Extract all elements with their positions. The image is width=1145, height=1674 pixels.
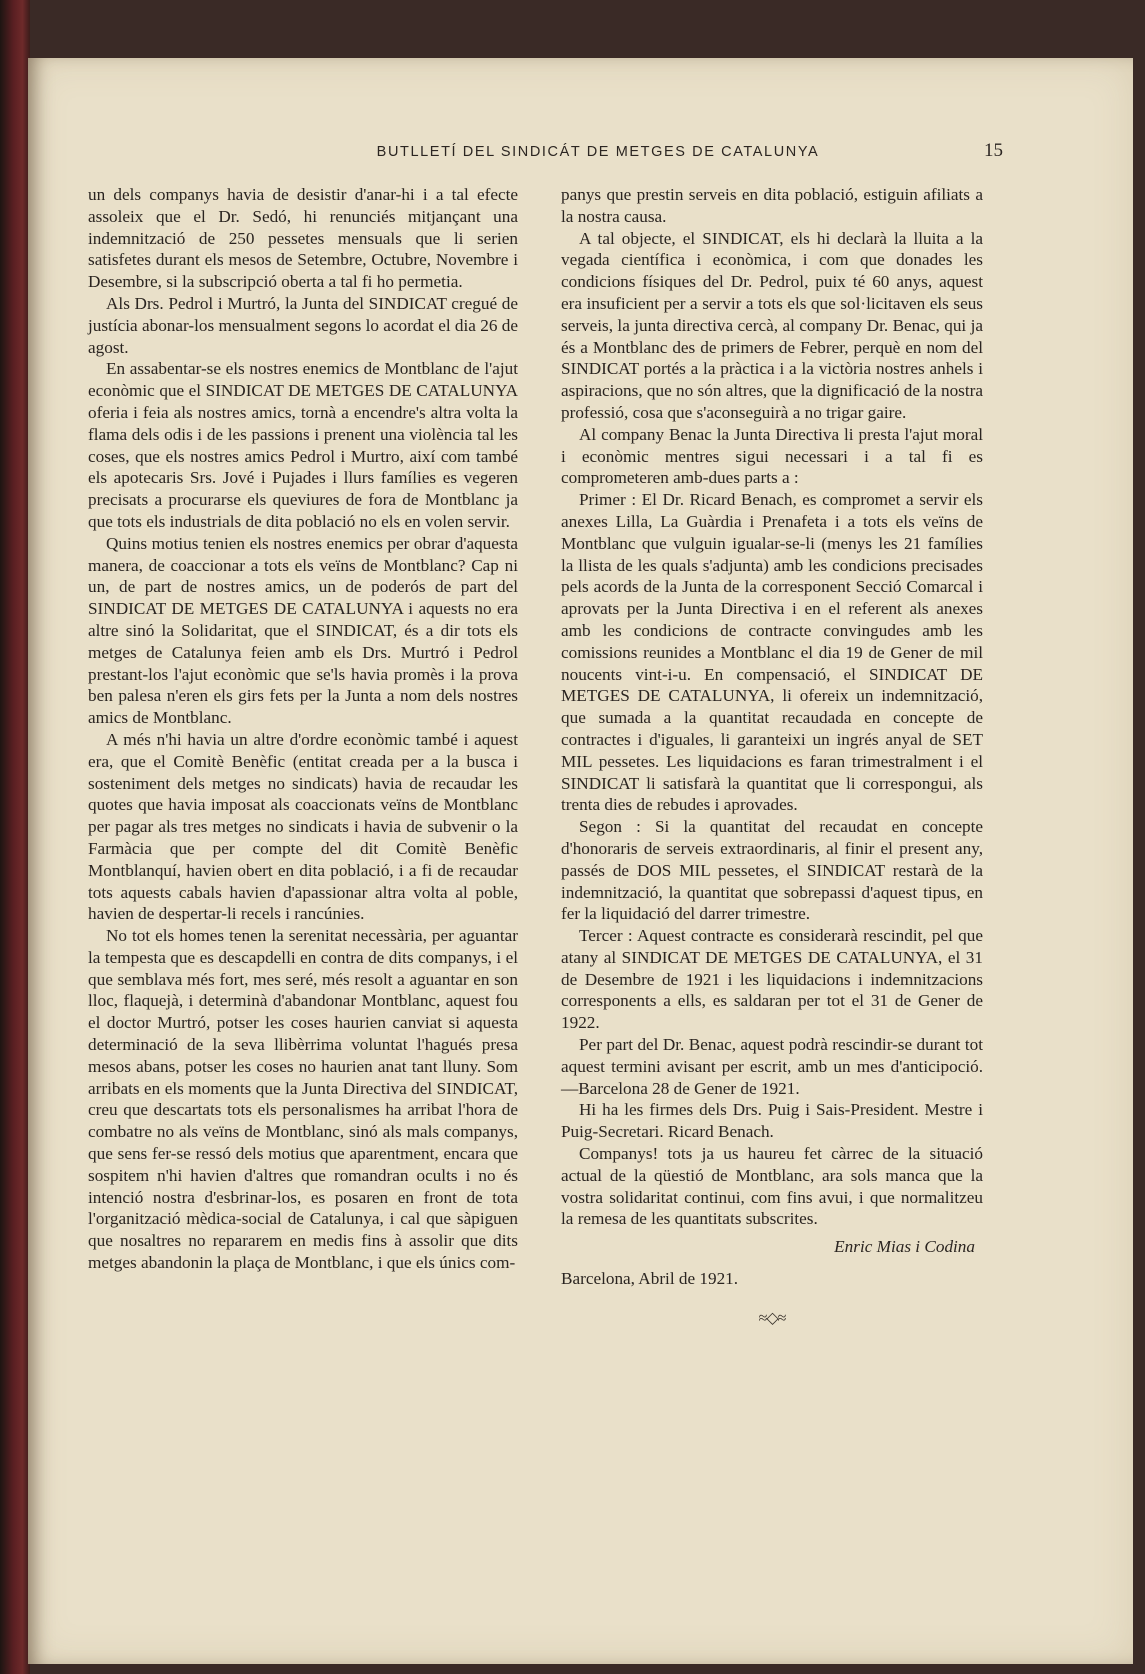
paragraph: Quins motius tenien els nostres enemics per obrar d'aquesta manera, de coaccionar a tots els veïns de Montblanc? Cap ni un, de part de nostres amics, un de poderós de part del SINDICAT DE METGES DE CATALUNYA i aquests no era altre sinó la Solidaritat, que el SINDICAT, és a dir tots els metges de Catalunya feien amb els Drs. Murtró i Pedrol prestant-los l'ajut econòmic que se'ls havia promès i la prova ben palesa n'eren els girs fets per la Junta a nom dels nostres amics de Montblanc. bbox=[88, 533, 518, 728]
paragraph: No tot els homes tenen la serenitat necessària, per aguantar la tempesta que es descapdelli en contra de dits companys, i el que semblava més fort, mes seré, més resolt a aguantar en son lloc, flaquejà, i determinà d'abandonar Montblanc, aquest fou el doctor Murtró, potser les coses haurien canviat si aquesta determinació de la seva llibèrrima voluntat l'hagués presa mesos abans, potser les coses no haurien anat tant lluny. Som arribats en els moments que la Junta Directiva del SINDICAT, creu que descartats tots els personalismes ha arribat l'hora de combatre no als veïns de Montblanc, sinó als mals companys, que sens fer-se ressó dels motius que aparentment, encara que sospitem n'hi havien d'altres que romandran ocults i no és intenció nostra d'esbrinar-los, es posaren en front de tota l'organització mèdica-social de Catalunya, i cal que sàpiguen que nosaltres no repararem en medis fins à assolir que dits metges abandonin la plaça de Montblanc, i que els únics com- bbox=[88, 926, 518, 1273]
right-column bbox=[561, 184, 983, 1330]
paragraph: Primer : El Dr. Ricard Benach, es compromet a servir els anexes Lilla, La Guàrdia i Prenafeta i a tots els veïns de Montblanc que vulguin igualar-se-li (menys les 21 famílies la llista de les quals s'adjunta) amb les condicions precisades pels acords de la Junta de la corresponent Secció Comarcal i aprovats per la Junta Directiva i en el referent als anexes amb les condicions de contracte convingudes amb les comissions reunides a Montblanc el dia 19 de Gener de mil noucents vint-i-u. En compensació, el SINDICAT DE METGES DE CATALUNYA, li ofereix un indemnització, que sumada a la quantitat recaudada en concepte de contractes i d'iguales, li garanteixi un ingrés anyal de SET MIL pessetes. Les liquidacions es faran trimestralment i el SINDICAT li satisfarà la quantitat que li correspongui, als trenta dies de rebudes i aprovades. bbox=[561, 490, 983, 815]
place-date: Barcelona, Abril de 1921. bbox=[561, 1269, 739, 1289]
paragraph: Companys! tots ja us haureu fet càrrec de la situació actual de la qüestió de Montblanc, ara sols manca que la vostra solidaritat continui, com fins avui, i que normalitzeu la remesa de les quantitats subscrites. bbox=[561, 1144, 983, 1229]
paragraph: Per part del Dr. Benac, aquest podrà rescindir-se durant tot aquest termini avisant per escrit, amb un mes d'anticipoció.—Barcelona 28 de Gener de 1921. bbox=[561, 1035, 983, 1098]
paragraph: Hi ha les firmes dels Drs. Puig i Sais-President. Mestre i Puig-Secretari. Ricard Benach. bbox=[561, 1100, 983, 1142]
paragraph: un dels companys havia de desistir d'anar-hi i a tal efecte assoleix que el Dr. Sedó, hi renunciés mitjançant una indemnització de 250 pessetes mensuals que li serien satisfetes durant els mesos de Setembre, Octubre, Novembre i Desembre, si la subscripció oberta a tal fi ho permetia. bbox=[88, 185, 518, 292]
paragraph: panys que prestin serveis en dita població, estiguin afiliats a la nostra causa. bbox=[561, 185, 983, 226]
author-signature: Enric Mias i Codina bbox=[834, 1237, 975, 1257]
page-number: 15 bbox=[984, 140, 1003, 161]
book-spine bbox=[0, 0, 30, 1674]
left-column bbox=[88, 184, 518, 1274]
paragraph: Segon : Si la quantitat del recaudat en concepte d'honoraris de serveis extraordinaris, al finir el present any, passés de DOS MIL pessetes, el SINDICAT restarà de la indemnització, la quantitat que sobrepassi d'aquest tipus, en fer la liquidació del darrer trimestre. bbox=[561, 817, 983, 924]
paragraph: Tercer : Aquest contracte es considerarà rescindit, pel que atany al SINDICAT DE METGES DE CATALUNYA, el 31 de Desembre de 1921 i les liquidacions i indemnitzacions corresponents a ells, es saldaran per tot el 31 de Gener de 1922. bbox=[561, 926, 983, 1033]
paragraph: A més n'hi havia un altre d'ordre econòmic també i aquest era, que el Comitè Benèfic (entitat creada per a la busca i sosteniment dels metges no sindicats) havia de recaudar les quotes que havia imposat als coaccionats veïns de Montblanc per pagar als tres metges no sindicats i havia de subvenir o la Farmàcia que per compte del dit Comitè Benèfic Montblanquí, havien obert en dita població, i a fi de recaudar tots aquests cabals havien d'apassionar altra volta al poble, havien de despertar-li recels i rancúnies. bbox=[88, 729, 518, 924]
ornament-icon: ≈◇≈ bbox=[758, 1309, 786, 1327]
running-header: BUTLLETÍ DEL SINDICÁT DE METGES DE CATALUNYA bbox=[376, 144, 820, 160]
document-page bbox=[28, 58, 1133, 1664]
paragraph: A tal objecte, el SINDICAT, els hi declarà la lluita a la vegada científica i econòmica, i com que donades les condicions físiques del Dr. Pedrol, puix té 60 anys, aquest era insuficient per a servir a tots els que sol·licitaven els seus serveis, la junta directiva cercà, al company Dr. Benac, qui ja és a Montblanc des de primers de Febrer, perquè en nom del SINDICAT portés a la pràctica i a la victòria nostres anhels i aspiracions, que no són altres, que la dignificació de la nostra professió, cosa que s'aconseguirà a no trigar gaire. bbox=[561, 228, 983, 422]
paragraph: En assabentar-se els nostres enemics de Montblanc de l'ajut econòmic que el SINDICAT DE METGES DE CATALUNYA oferia i feia als nostres amics, tornà a encendre's altra volta la flama dels odis i de les passions i prenent una violència tal les coses, que els nostres amics Pedrol i Murtro, així com també els apotecaris Srs. Jové i Pujades i llurs famílies es vegeren precisats a procurarse els queviures de fora de Montblanc ja que tots els industrials de dita població no els en volen servir. bbox=[88, 359, 518, 531]
paragraph: Als Drs. Pedrol i Murtró, la Junta del SINDICAT cregué de justícia abonar-los mensualment segons lo acordat el dia 26 de agost. bbox=[88, 293, 518, 357]
paragraph: Al company Benac la Junta Directiva li presta l'ajut moral i econòmic mentres sigui necessari i a tal fi es comprometeren amb-dues parts a : bbox=[561, 424, 983, 488]
